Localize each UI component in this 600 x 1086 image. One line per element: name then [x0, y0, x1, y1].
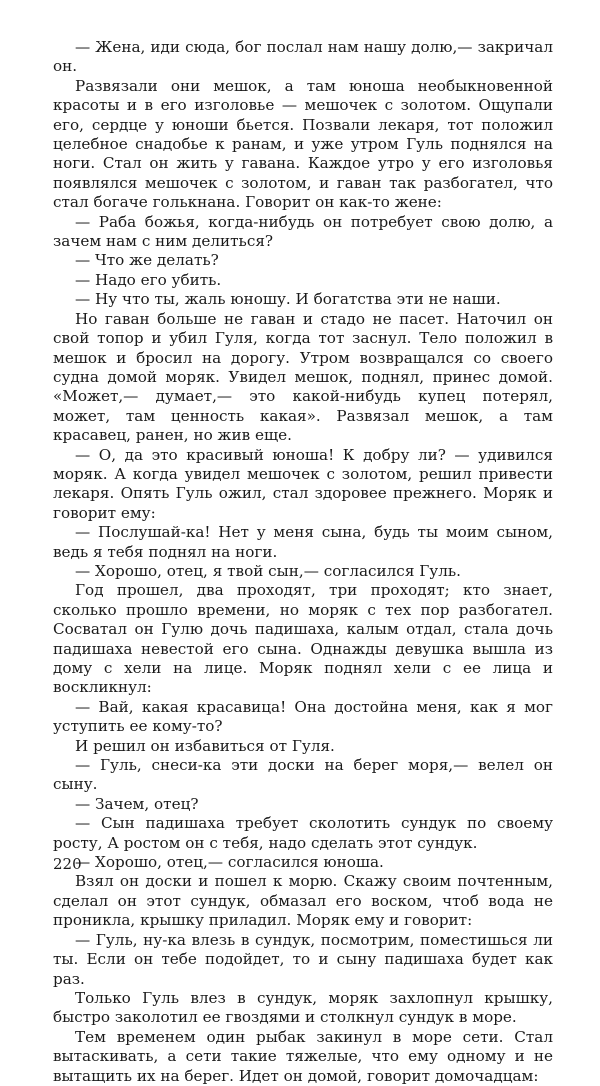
paragraph: — Вай, какая красавица! Она достойна меня, как я мог уступить ее кому-то? — [53, 697, 553, 736]
paragraph: — Гуль, снеси-ка эти доски на берег моря,— велел он сыну. — [53, 756, 553, 794]
paragraph: — Сын падишаха требует сколотить сундук по своему росту, А ростом он с тебя, надо сделать этот сундук. — [53, 814, 553, 852]
paragraph: — Жена, иди сюда, бог послал нам нашу долю,— закричал он. — [53, 38, 553, 76]
paragraph: Развязали они мешок, а там юноша необыкновенной красоты и в его изголовье — мешочек с золотом. Ощупали его, сердце у юноши бьется. Позвали лекаря, тот положил целебное снадобье к ранам, и уже утром Гуль поднялся на ноги. Стал он жить у гавана. Каждое утро у его изголовья появлялся мешочек с золотом, и гаван так разбогател, что стал богаче голькнана. Говорит он как-то жене: — [53, 76, 553, 212]
paragraph: Только Гуль влез в сундук, моряк захлопнул крышку, быстро заколотил ее гвоздями и столкнул сундук в море. — [53, 988, 553, 1027]
paragraph: — Хорошо, отец,— согласился юноша. — [75, 853, 384, 872]
paragraph: Тем временем один рыбак закинул в море сети. Стал вытаскивать, а сети такие тяжелые, что ему одному и не вытащить их на берег. Идет он домой, говорит домочадцам: — [53, 1027, 553, 1085]
paragraph: Год прошел, два проходят, три проходят; кто знает, сколько прошло времени, но моряк с тех пор разбогател. Сосватал он Гулю дочь падишаха, калым отдал, стала дочь падишаха невестой его сына. Однажды девушка вышла из дому с хели на лице. Моряк поднял хели с ее лица и воскликнул: — [53, 581, 553, 697]
page-body-text — [53, 38, 553, 1086]
paragraph: — Послушай-ка! Нет у меня сына, будь ты моим сыном, ведь я тебя поднял на ноги. — [53, 523, 553, 561]
page-number: 220 — [53, 855, 82, 873]
paragraph: Взял он доски и пошел к морю. Скажу своим почтенным, сделал он этот сундук, обмазал его воском, чтоб вода не проникла, крышку приладил. Моряк ему и говорит: — [53, 872, 553, 930]
paragraph: Но гаван больше не гаван и стадо не пасет. Наточил он свой топор и убил Гуля, когда тот заснул. Тело положил в мешок и бросил на дорогу. Утром возвращался со своего судна домой моряк. Увидел мешок, поднял, принес домой. «Может,— думает,— это какой-нибудь купец потерял, может, там ценность какая». Развязал мешок, а там красавец, ранен, но жив еще. — [53, 309, 553, 445]
paragraph: — Зачем, отец? — [75, 794, 199, 813]
paragraph: — Раба божья, когда-нибудь он потребует свою долю, а зачем нам с ним делиться? — [53, 212, 553, 251]
paragraph: — Надо его убить. — [75, 270, 222, 289]
paragraph: — Что же делать? — [75, 251, 219, 270]
paragraph: — Ну что ты, жаль юношу. И богатства эти не наши. — [75, 290, 501, 309]
paragraph: И решил он избавиться от Гуля. — [75, 736, 335, 755]
paragraph: — О, да это красивый юноша! К добру ли? — удивился моряк. А когда увидел мешочек с золотом, решил привести лекаря. Опять Гуль ожил, стал здоровее прежнего. Моряк и говорит ему: — [53, 445, 553, 522]
paragraph: — Хорошо, отец, я твой сын,— согласился Гуль. — [75, 561, 461, 580]
paragraph: — Гуль, ну-ка влезь в сундук, посмотрим, поместишься ли ты. Если он тебе подойдет, то и сыну падишаха будет как раз. — [53, 930, 553, 988]
